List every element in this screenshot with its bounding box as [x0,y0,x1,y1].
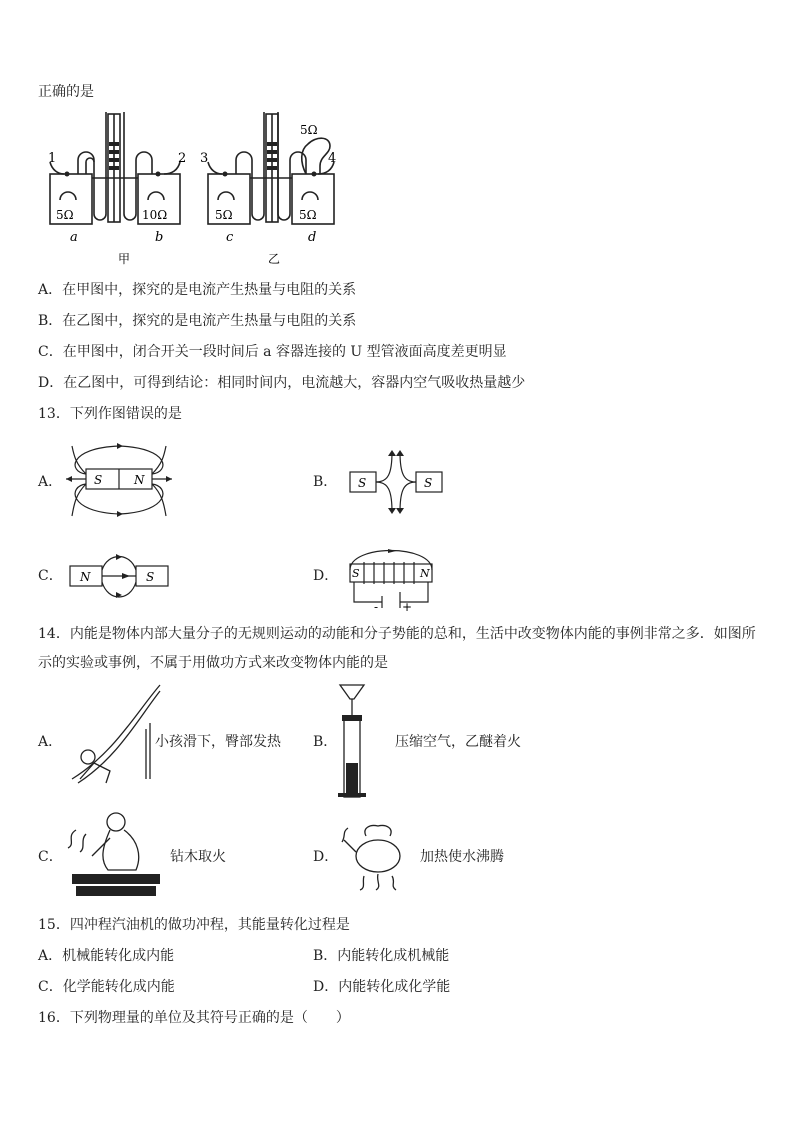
battery-plus: + [402,600,413,612]
q14-figure-a-slide [66,683,162,795]
q14-stem-line1: 14．内能是物体内部大量分子的无规则运动的动能和分子势能的总和，生活中改变物体内能的事例非常之多．如图所 [38,626,756,642]
q14-option-c-caption: 钻木取火 [170,849,226,865]
caption-jia: 甲 [118,252,131,266]
container-b-label: b [155,230,164,245]
q15-option-b: B．内能转化成机械能 [313,948,450,964]
q14-option-b-caption: 压缩空气，乙醚着火 [395,734,521,750]
q14-option-d-letter: D． [313,849,339,865]
q13-option-d-letter: D． [313,568,339,584]
q14-option-a-caption: 小孩滑下，臀部发热 [155,734,281,750]
q14-option-d-caption: 加热使水沸腾 [420,849,504,865]
q14-option-c-letter: C． [38,849,63,865]
pole-d-right: N [420,567,430,580]
q12-option-b: B．在乙图中，探究的是电流产生热量与电阻的关系 [38,313,357,329]
q12-stem-tail: 正确的是 [38,84,94,100]
pole-b-left: S [358,476,367,490]
q14-figure-c-fire [62,808,166,900]
battery-minus: - [374,600,379,612]
resistor-d: 5Ω [299,208,317,222]
container-a-label: a [70,230,78,245]
q12-figure [38,112,348,267]
q14-figure-b-piston [334,683,370,801]
container-c-label: c [226,230,234,245]
pole-a-right: N [134,473,145,487]
pole-c-right: S [146,570,155,584]
q13-figure-a [64,442,174,520]
resistor-c: 5Ω [215,208,233,222]
q13-figure-d [344,540,440,612]
terminal-2: 2 [178,151,187,166]
pole-c-left: N [80,570,91,584]
pole-a-left: S [94,473,103,487]
container-d-label: d [308,230,317,245]
terminal-3: 3 [200,151,209,166]
pole-b-right: S [424,476,433,490]
q12-option-d: D．在乙图中，可得到结论：相同时间内，电流越大，容器内空气吸收热量越少 [38,375,526,391]
terminal-4: 4 [328,151,337,166]
terminal-1: 1 [48,151,57,166]
q15-option-c: C．化学能转化成内能 [38,979,175,995]
resistor-external: 5Ω [300,123,318,137]
q13-figure-c [64,546,174,608]
q15-option-d: D．内能转化成化学能 [313,979,451,995]
q15-stem: 15．四冲程汽油机的做功冲程，其能量转化过程是 [38,917,350,933]
caption-yi: 乙 [268,252,281,266]
q14-option-b-letter: B． [313,734,338,750]
pole-d-left: S [352,567,360,580]
resistor-b: 10Ω [142,208,168,222]
q13-figure-b [344,448,444,516]
q13-option-b-letter: B． [313,474,338,490]
q14-option-a-letter: A． [38,734,63,750]
q12-option-c: C．在甲图中，闭合开关一段时间后 a 容器连接的 U 型管液面高度差更明显 [38,344,507,360]
resistor-a: 5Ω [56,208,74,222]
q13-option-a-letter: A． [38,474,63,490]
q16-stem: 16．下列物理量的单位及其符号正确的是（ ） [38,1010,350,1026]
q14-stem-line2: 示的实验或事例，不属于用做功方式来改变物体内能的是 [38,655,388,671]
q13-stem: 13．下列作图错误的是 [38,406,182,422]
q14-figure-d-kettle [340,822,418,892]
q13-option-c-letter: C． [38,568,63,584]
q12-option-a: A．在甲图中，探究的是电流产生热量与电阻的关系 [38,282,357,298]
q15-option-a: A．机械能转化成内能 [38,948,175,964]
